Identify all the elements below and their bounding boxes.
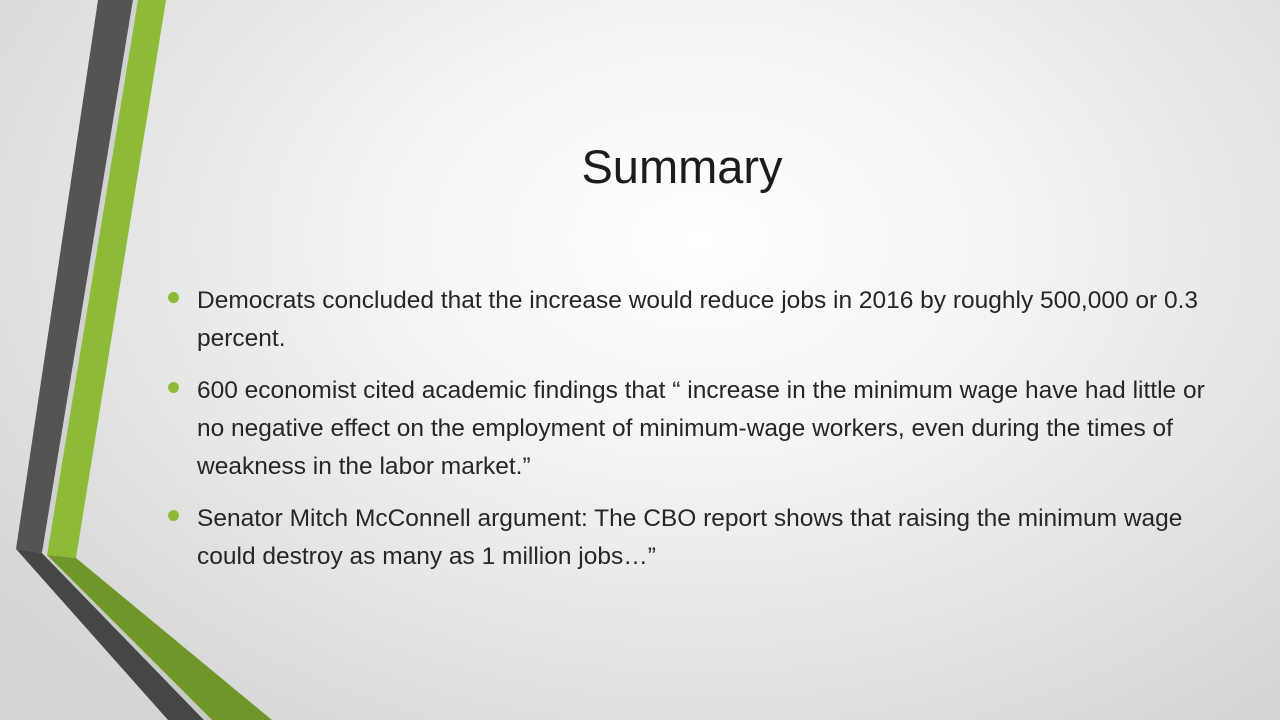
bullet-item: [160, 500, 1220, 576]
bullet-list: [160, 282, 1220, 590]
bullet-item: [160, 282, 1220, 358]
bullet-text: 600 economist cited academic findings that “ increase in the minimum wage have had little or no negative effect on the employment of minimum-wage workers, even during the times of weakness in the labor market.”: [197, 377, 1205, 480]
bullet-icon: [168, 292, 179, 303]
slide-title: Summary: [581, 140, 783, 193]
bullet-icon: [168, 510, 179, 521]
bullet-text: Democrats concluded that the increase would reduce jobs in 2016 by roughly 500,000 or 0.3 percent.: [197, 287, 1199, 352]
bullet-icon: [168, 382, 179, 393]
bullet-item: [160, 372, 1220, 486]
bullet-text: Senator Mitch McConnell argument: The CBO report shows that raising the minimum wage could destroy as many as 1 million jobs…”: [197, 505, 1183, 570]
